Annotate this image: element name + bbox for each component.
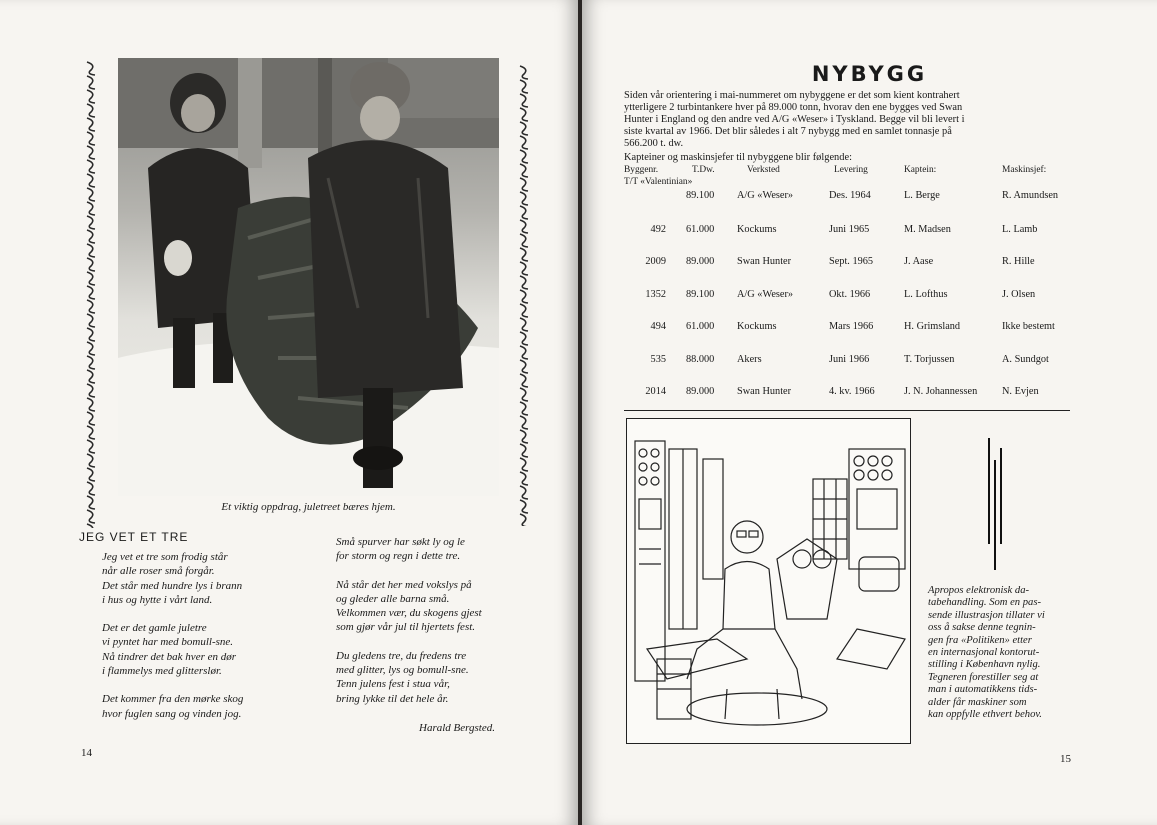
vine-ornament	[520, 500, 528, 513]
vine-ornament	[520, 430, 528, 443]
poem-line: Det kommer fra den mørke skog	[102, 693, 244, 706]
cell-maskinsjef: J. Olsen	[1002, 289, 1036, 300]
vine-ornament	[87, 216, 95, 229]
col-header-byggenr: Byggenr.	[624, 165, 659, 175]
side-note-line: gen fra «Politiken» etter	[928, 634, 1032, 646]
cell-kaptein: L. Berge	[904, 190, 940, 201]
cell-verksted: Swan Hunter	[737, 256, 792, 267]
vine-ornament	[87, 104, 95, 117]
poem-stanza	[336, 535, 482, 564]
vine-ornament	[520, 234, 528, 247]
poem-line: Du gledens tre, du fredens tre	[336, 649, 467, 662]
intro-line: Siden vår orientering i mai-nummeret om nybyggene er det som kient kontrahert	[624, 90, 960, 101]
poem-stanza	[102, 621, 243, 678]
vine-ornament	[520, 402, 528, 415]
intro-line: 566.200 t. dw.	[624, 138, 684, 149]
cell-verksted: Akers	[737, 354, 762, 365]
poem-stanza	[102, 550, 243, 607]
cell-byggenr: 1352	[645, 289, 666, 300]
side-note-line: alder får maskiner som	[928, 696, 1027, 708]
side-note-line: Tegneren forestiller seg at	[928, 671, 1039, 683]
vine-ornament	[87, 258, 95, 271]
poem-line: Nå tindrer det bak hver en dør	[102, 650, 237, 663]
cell-levering: Mars 1966	[829, 321, 874, 332]
intro-line: ytterligere 2 turbintankere hver på 89.000 tonn, hvorav den ene bygges ved Swan	[624, 102, 963, 113]
poem-line: når alle roser små forgår.	[102, 565, 215, 578]
vine-ornament	[87, 356, 95, 369]
vine-ornament	[520, 472, 528, 485]
vine-ornament	[87, 440, 95, 453]
vine-ornament	[87, 398, 95, 411]
vine-ornament	[520, 150, 528, 163]
poem-column-2	[336, 535, 482, 720]
decorative-border-right	[517, 62, 531, 526]
cell-byggenr: 535	[650, 354, 666, 365]
cell-levering: Juni 1966	[829, 354, 870, 365]
cell-levering: 4. kv. 1966	[829, 386, 875, 397]
cell-byggenr: 2014	[645, 386, 666, 397]
vine-ornament	[520, 66, 528, 79]
col-header-verksted: Verksted	[747, 165, 780, 175]
vine-ornament	[87, 454, 95, 467]
side-note-line: sende illustrasjon tillater vi	[928, 609, 1045, 621]
cell-tdw: 89.000	[686, 386, 715, 397]
vine-ornament	[87, 244, 95, 257]
vine-ornament	[87, 174, 95, 187]
vine-ornament	[520, 122, 528, 135]
page-heading: NYBYGG	[811, 62, 928, 86]
poem-line: i flammelys med glitterslør.	[102, 665, 222, 678]
vine-ornament	[87, 314, 95, 327]
cell-maskinsjef: R. Amundsen	[1002, 190, 1059, 201]
vine-ornament	[520, 206, 528, 219]
cell-tdw: 61.000	[686, 224, 715, 235]
vine-ornament	[520, 248, 528, 261]
poem-line: i hus og hytte i vårt land.	[102, 593, 213, 606]
poem-line: Tenn julens fest i stua vår,	[336, 678, 450, 691]
vine-ornament	[87, 412, 95, 425]
poem-line: vi pyntet har med bomull-sne.	[102, 636, 234, 649]
poem-author: Harald Bergsted.	[419, 722, 495, 734]
page-number-right: 15	[1060, 753, 1071, 765]
vine-ornament	[520, 94, 528, 107]
cell-verksted: Kockums	[737, 321, 777, 332]
vine-ornament	[87, 426, 95, 439]
vine-ornament	[87, 62, 95, 75]
vine-ornament	[87, 286, 95, 299]
vine-ornament	[87, 482, 95, 495]
cell-kaptein: L. Lofthus	[904, 289, 948, 300]
vine-ornament	[520, 318, 528, 331]
poem-column-1	[102, 550, 243, 735]
vine-ornament	[520, 178, 528, 191]
cell-kaptein: J. N. Johannessen	[904, 386, 978, 397]
vine-ornament	[520, 304, 528, 317]
poem-line: med glitter, lys og bomull-sne.	[336, 664, 469, 677]
vine-ornament	[87, 370, 95, 383]
cell-levering: Des. 1964	[829, 190, 871, 201]
vine-ornament	[87, 132, 95, 145]
vine-ornament	[520, 346, 528, 359]
decorative-vertical-rule	[994, 460, 996, 570]
side-note-line: oss å sakse denne tegnin-	[928, 622, 1036, 634]
decorative-vertical-rule	[988, 438, 990, 544]
col-header-tdw: T.Dw.	[692, 165, 715, 175]
cell-verksted: Kockums	[737, 224, 777, 235]
cell-maskinsjef: N. Evjen	[1002, 386, 1039, 397]
decorative-border-left	[84, 58, 98, 528]
vine-ornament	[520, 220, 528, 233]
vine-ornament	[87, 342, 95, 355]
cell-verksted: Swan Hunter	[737, 386, 792, 397]
poem-title: JEG VET ET TRE	[79, 530, 189, 544]
vine-ornament	[520, 332, 528, 345]
cell-levering: Juni 1965	[829, 224, 870, 235]
side-note-line: stilling i København nylig.	[928, 659, 1041, 671]
vine-ornament	[520, 444, 528, 457]
vine-ornament	[520, 136, 528, 149]
vine-ornament	[87, 90, 95, 103]
poem-line: Det står med hundre lys i brann	[102, 579, 243, 592]
cell-kaptein: M. Madsen	[904, 224, 951, 235]
page-number-left: 14	[81, 747, 92, 759]
intro-line: siste kvartal av 1966. Det blir således i alt 7 nybygg med en samlet tonnasje på	[624, 126, 952, 137]
vine-ornament	[520, 486, 528, 499]
vine-ornament	[520, 80, 528, 93]
cell-kaptein: H. Grimsland	[904, 321, 961, 332]
vine-ornament	[520, 416, 528, 429]
section-divider	[624, 410, 1070, 411]
vine-ornament	[520, 108, 528, 121]
cell-byggenr: 494	[650, 321, 666, 332]
poem-stanza	[336, 649, 482, 706]
poem-line: for storm og regn i dette tre.	[336, 550, 461, 563]
cartoon-side-note	[928, 585, 1070, 721]
vine-ornament	[520, 276, 528, 289]
poem-stanza	[102, 692, 243, 721]
cell-byggenr: 2009	[645, 256, 666, 267]
intro-paragraph	[624, 90, 1072, 150]
vine-ornament	[520, 388, 528, 401]
vine-ornament	[520, 290, 528, 303]
poem-stanza	[336, 578, 482, 635]
right-page	[582, 0, 1157, 825]
cell-maskinsjef: Ikke bestemt	[1002, 321, 1055, 332]
decorative-vertical-rule	[1000, 448, 1002, 544]
cell-maskinsjef: R. Hille	[1002, 256, 1035, 267]
side-note-line: en internasjonal kontorut-	[928, 647, 1040, 659]
cell-tdw: 61.000	[686, 321, 715, 332]
vine-ornament	[520, 514, 528, 526]
poem-line: Jeg vet et tre som frodig står	[102, 551, 228, 563]
cell-kaptein: T. Torjussen	[904, 354, 955, 365]
vine-ornament	[87, 188, 95, 201]
vine-ornament	[87, 76, 95, 89]
vine-ornament	[520, 164, 528, 177]
side-note-line: Apropos elektronisk da-	[928, 585, 1030, 596]
cell-tdw: 89.100	[686, 289, 715, 300]
vine-ornament	[87, 160, 95, 173]
cell-verksted: A/G «Weser»	[737, 190, 794, 201]
col-header-maskinsjef: Maskinsjef:	[1002, 165, 1047, 175]
crew-intro: Kapteiner og maskinsjefer til nybyggene blir følgende:	[624, 152, 852, 163]
poem-line: bring lykke til det hele år.	[336, 692, 449, 705]
vine-ornament	[87, 272, 95, 285]
poem-line: Små spurver har søkt ly og le	[336, 536, 465, 548]
poem-line: Velkommen vær, du skogens gjest	[336, 607, 482, 620]
col-header-levering: Levering	[834, 165, 868, 175]
cell-maskinsjef: A. Sundgot	[1002, 354, 1049, 365]
poem-line: og gleder alle barna små.	[336, 592, 450, 605]
vine-ornament	[87, 510, 95, 523]
cell-tdw: 89.100	[686, 190, 715, 201]
cell-levering: Sept. 1965	[829, 256, 874, 267]
vine-ornament	[520, 192, 528, 205]
children-carrying-christmas-tree-photo	[118, 58, 499, 496]
side-note-line: kan oppfylle ethvert behov.	[928, 709, 1042, 721]
left-page	[0, 0, 578, 825]
vine-ornament	[520, 374, 528, 387]
ship-name-note: T/T «Valentinian»	[624, 177, 693, 187]
vine-ornament	[87, 524, 95, 528]
cell-verksted: A/G «Weser»	[737, 289, 794, 300]
col-header-kaptein: Kaptein:	[904, 165, 937, 175]
vine-ornament	[87, 146, 95, 159]
cell-byggenr: 492	[650, 224, 666, 235]
poem-line: som gjør vår jul til hjertets fest.	[336, 621, 476, 634]
cell-tdw: 89.000	[686, 256, 715, 267]
vine-ornament	[520, 458, 528, 471]
vine-ornament	[87, 496, 95, 509]
vine-ornament	[87, 230, 95, 243]
poem-line: Nå står det her med vokslys på	[336, 578, 472, 591]
photo-caption: Et viktig oppdrag, juletreet bæres hjem.	[221, 501, 396, 513]
cell-maskinsjef: L. Lamb	[1002, 224, 1038, 235]
side-note-line: man i automatikkens tids-	[928, 684, 1038, 696]
vine-ornament	[87, 468, 95, 481]
intro-line: Hunter i England og den andre ved A/G «Weser» i Tyskland. Begge vil bli levert i	[624, 114, 965, 125]
vine-ornament	[87, 118, 95, 131]
vine-ornament	[520, 360, 528, 373]
poem-line: Det er det gamle juletre	[102, 622, 207, 635]
side-note-line: tabehandling. Som en pas-	[928, 597, 1041, 609]
vine-ornament	[87, 328, 95, 341]
vine-ornament	[87, 300, 95, 313]
poem-line: hvor fuglen sang og vinden jog.	[102, 707, 242, 720]
vine-ornament	[520, 262, 528, 275]
cell-levering: Okt. 1966	[829, 289, 871, 300]
vine-ornament	[87, 384, 95, 397]
office-automation-cartoon	[626, 418, 911, 744]
cell-tdw: 88.000	[686, 354, 715, 365]
cell-kaptein: J. Aase	[904, 256, 934, 267]
vine-ornament	[87, 202, 95, 215]
